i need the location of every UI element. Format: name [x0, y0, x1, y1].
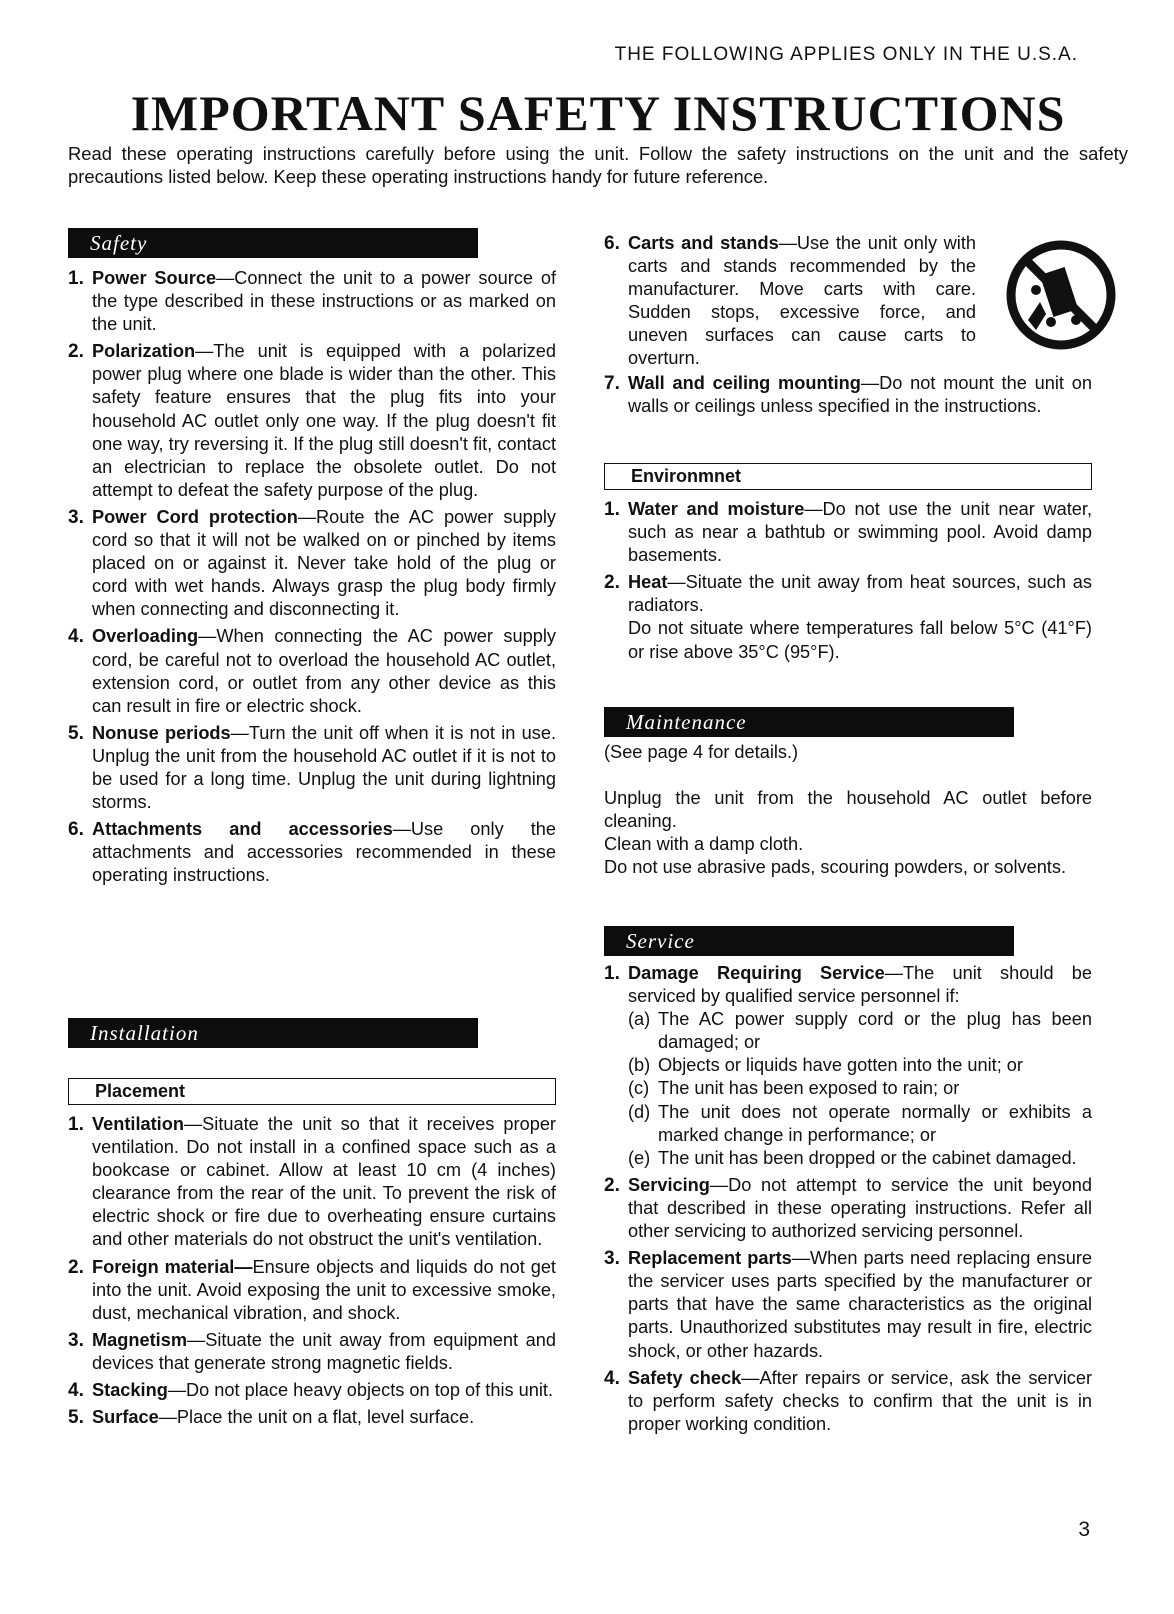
item-number: 2. — [68, 341, 84, 363]
list-item — [68, 722, 556, 814]
item-text: —When parts need replacing ensure the servicer uses parts specified by the manufacturer or parts that have the same characteristics as the original parts. Unauthorized substitutes may result in fire, electric shock, or other hazards. — [628, 1248, 1092, 1361]
item-text: —Do not attempt to service the unit beyond that described in these operating instructions. Refer all other servicing to authorized servicing personnel. — [628, 1174, 1092, 1242]
sub-item-text: The unit has been dropped or the cabinet damaged. — [658, 1147, 1077, 1168]
item-keyword: Power Source — [92, 268, 217, 288]
item-text: —The unit is equipped with a polarized power plug where one blade is wider than the other. This safety feature ensures that the plug fits into your household AC outlet only one way. If the plug doesn't fit one way, try reversing it. If the plug still doesn't fit, contact an electrician to replace the obsolete outlet. Do not attempt to defeat the safety purpose of the plug. — [92, 341, 556, 500]
list-item — [604, 498, 1092, 567]
item-keyword: Safety check — [628, 1367, 742, 1388]
item-number: 1. — [68, 268, 84, 289]
item-keyword: Polarization — [92, 341, 196, 362]
list-item — [68, 1256, 556, 1325]
sub-item — [628, 1077, 1092, 1100]
sub-item-text: The unit does not operate normally or exhibits a marked change in performance; or — [658, 1101, 1092, 1145]
item-number: 1. — [68, 1114, 84, 1135]
item-number: 6. — [68, 819, 84, 841]
item-keyword: Magnetism — [92, 1329, 187, 1350]
item-text: —Situate the unit so that it receives proper ventilation. Do not install in a confined space such as a bookcase or cabinet. Allow at least 10 cm (4 inches) clearance from the rear of the unit. To prevent the risk of electric shock or fire due to overheating ensure curtains and other materials do not obstruct the unit's ventilation. — [92, 1114, 556, 1250]
environment-list — [604, 498, 1092, 668]
item-text: —Situate the unit away from equipment and devices that generate strong magnetic fields. — [92, 1329, 556, 1373]
item-number: 4. — [68, 626, 84, 648]
item-number: 2. — [604, 572, 620, 594]
list-item — [604, 1174, 1092, 1243]
list-item — [68, 1113, 556, 1252]
cart-warning-icon — [1006, 240, 1116, 350]
maintenance-body — [604, 741, 1092, 879]
item-text: Ensure objects and liquids do not get into the unit. Avoid exposing the unit to excessive smoke, dust, mechanical vibration, and shock. — [92, 1256, 556, 1323]
item-keyword: Nonuse periods — [92, 722, 231, 743]
see-page-note: (See page 4 for details.) — [604, 742, 799, 762]
item-keyword: Foreign material— — [92, 1256, 253, 1277]
item-keyword: Overloading — [92, 626, 199, 647]
item-keyword: Carts and stands — [628, 233, 779, 253]
item-number: 4. — [604, 1367, 620, 1389]
list-item — [68, 1329, 556, 1375]
list-item — [68, 625, 556, 717]
sub-item-label: (c) — [628, 1078, 650, 1099]
item-keyword: Wall and ceiling mounting — [628, 373, 861, 393]
sub-item — [628, 1101, 1092, 1147]
mounting-item — [604, 372, 1092, 422]
sub-item-label: (b) — [628, 1055, 651, 1076]
item-number: 1. — [604, 963, 620, 984]
carts-item — [604, 232, 976, 375]
sub-item-text: The AC power supply cord or the plug has been damaged; or — [658, 1009, 1092, 1053]
service-list — [604, 962, 1092, 1440]
item-text: —Use only the attachments and accessories recommended in these operating instructions. — [92, 819, 556, 886]
maintenance-line: Do not use abrasive pads, scouring powders, or solvents. — [604, 857, 1067, 878]
item-number: 2. — [68, 1256, 84, 1278]
item-text: —Turn the unit off when it is not in use. Unplug the unit from the household AC outlet if it is not to be used for a long time. Unplug the unit during lightning storms. — [92, 722, 556, 813]
item-number: 6. — [604, 233, 620, 254]
list-item — [604, 232, 976, 371]
item-number: 5. — [68, 1407, 84, 1429]
sub-item-text: The unit has been exposed to rain; or — [658, 1078, 960, 1099]
section-header-maintenance: Maintenance — [604, 707, 1014, 737]
section-header-installation: Installation — [68, 1018, 478, 1048]
item-number: 5. — [68, 722, 84, 744]
item-text: —Do not use the unit near water, such as near a bathtub or swimming pool. Avoid damp basements. — [628, 499, 1092, 566]
item-keyword: Servicing — [628, 1174, 710, 1195]
item-keyword: Water and moisture — [628, 499, 805, 519]
item-number: 3. — [604, 1248, 620, 1270]
list-item — [68, 506, 556, 621]
item-number: 3. — [68, 506, 84, 528]
item-keyword: Damage Requiring Service — [628, 963, 885, 983]
list-item — [68, 267, 556, 336]
item-keyword: Stacking — [92, 1380, 168, 1401]
item-text: —Use the unit only with carts and stands recommended by the manufacturer. Move carts with care. Sudden stops, excessive force, and uneven surfaces can cause carts to overturn. — [628, 233, 976, 369]
item-keyword: Heat — [628, 572, 668, 593]
item-number: 3. — [68, 1329, 84, 1351]
item-text: —Situate the unit away from heat sources, such as radiators. — [628, 572, 1092, 616]
list-item — [68, 340, 556, 502]
item-text: —Connect the unit to a power source of the type described in these instructions or as marked on the unit. — [92, 268, 557, 335]
item-text: —After repairs or service, ask the servicer to perform safety checks to confirm that the unit is in proper working condition. — [628, 1367, 1093, 1434]
item-number: 4. — [68, 1380, 84, 1402]
installation-list — [68, 1113, 556, 1433]
subheader-environment: Environmnet — [604, 463, 1092, 490]
maintenance-line: Unplug the unit from the household AC outlet before cleaning. — [604, 788, 1092, 832]
item-text: —Do not mount the unit on walls or ceilings unless specified in the instructions. — [628, 373, 1092, 417]
item-text: —Place the unit on a flat, level surface. — [158, 1407, 475, 1428]
region-note: THE FOLLOWING APPLIES ONLY IN THE U.S.A. — [614, 44, 1078, 65]
item-number: 1. — [604, 499, 620, 520]
item-text: —Route the AC power supply cord so that it will not be walked on or pinched by items placed on or against it. Never take hold of the plug or cord with wet hands. Always grasp the plug body firmly when connecting and disconnecting it. — [92, 506, 556, 620]
list-item — [604, 1247, 1092, 1362]
section-header-safety: Safety — [68, 228, 478, 258]
item-number: 7. — [604, 373, 620, 394]
sub-item-text: Objects or liquids have gotten into the unit; or — [658, 1055, 1023, 1076]
subheader-placement: Placement — [68, 1078, 556, 1105]
list-item — [604, 1367, 1092, 1436]
list-item — [604, 962, 1092, 1170]
item-keyword: Surface — [92, 1407, 159, 1428]
list-item — [68, 1406, 556, 1429]
intro-paragraph: Read these operating instructions carefully before using the unit. Follow the safety instructions on the unit and the safety precautions listed below. Keep these operating instructions handy for future reference. — [68, 143, 1128, 187]
maintenance-line: Clean with a damp cloth. — [604, 834, 804, 855]
item-text-extra: Do not situate where temperatures fall below 5°C (41°F) or rise above 35°C (95°F). — [628, 618, 1092, 662]
page-number: 3 — [1078, 1518, 1090, 1541]
item-keyword: Replacement parts — [628, 1248, 792, 1269]
sub-item — [628, 1147, 1092, 1170]
safety-list — [68, 267, 556, 891]
sub-item-label: (a) — [628, 1009, 651, 1030]
list-item — [604, 372, 1092, 418]
item-text: —Do not place heavy objects on top of this unit. — [167, 1380, 554, 1401]
sub-item — [628, 1054, 1092, 1077]
sub-item — [628, 1008, 1092, 1054]
sub-item-label: (e) — [628, 1147, 651, 1168]
list-item — [68, 818, 556, 887]
list-item — [68, 1379, 556, 1402]
list-item — [604, 571, 1092, 663]
item-keyword: Attachments and accessories — [92, 819, 393, 840]
page-title: IMPORTANT SAFETY INSTRUCTIONS — [130, 85, 1066, 141]
item-keyword: Power Cord protection — [92, 506, 298, 527]
section-header-service: Service — [604, 926, 1014, 956]
item-number: 2. — [604, 1174, 620, 1196]
item-keyword: Ventilation — [92, 1114, 184, 1134]
sub-item-label: (d) — [628, 1101, 651, 1122]
item-text: —When connecting the AC power supply cord, be careful not to overload the household AC outlet, extension cord, or outlet from any other device as this can result in fire or electric shock. — [92, 626, 556, 716]
item-text: —The unit should be serviced by qualified service personnel if: — [628, 963, 1092, 1007]
